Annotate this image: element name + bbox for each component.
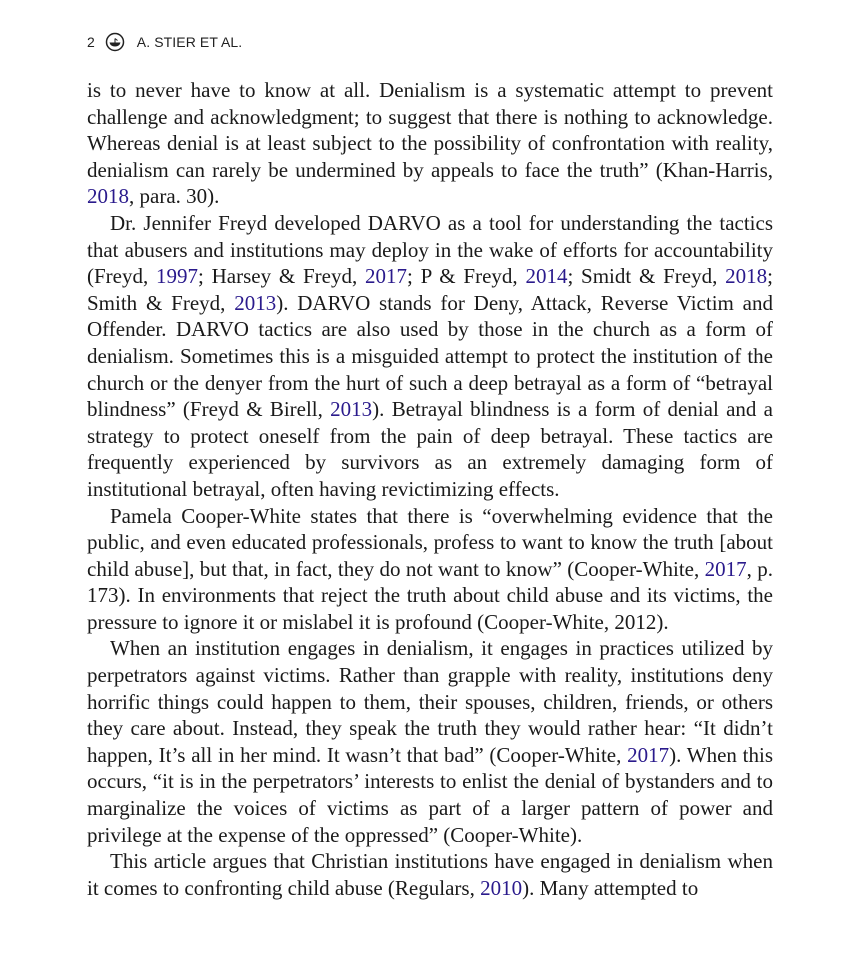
paragraph-text: When an institution engages in denialism, it engages in practices utilized by perpetrators against victims. Rather than grapple with reality, institutions deny horrific things could happen to them, their spouses, children, friends, or others they care about. Instead, they speak the truth they would rather hear: “It didn’t happen, It’s all in her mind. It wasn’t that bad” (Cooper-White, bbox=[87, 636, 773, 767]
paragraph-text: ). Many attempted to bbox=[522, 875, 699, 900]
running-head-authors: A. STIER ET AL. bbox=[136, 34, 243, 50]
paragraph-denialism-quote bbox=[87, 77, 773, 210]
paragraph-text: ). DARVO stands for Deny, Attack, Reverse Victim and Offender. DARVO tactics are also used by those in the church as a form of denialism. Sometimes this is a misguided attempt to protect the institution of the church or the denyer from the hurt of such a deep betrayal as a form of “betrayal blindness” (Freyd & Birell, bbox=[87, 290, 773, 422]
citation-year-link[interactable]: 1997 bbox=[156, 264, 199, 289]
citation-year-link[interactable]: 2017 bbox=[365, 264, 408, 289]
paragraph-text: Pamela Cooper-White states that there is “overwhelming evidence that the public, and even educated professionals, profess to want to know the truth [about child abuse], but that, in fact, they do not want to know” (Cooper-White, bbox=[87, 503, 773, 581]
paragraph-text: , para. 30). bbox=[129, 184, 220, 209]
citation-year-link[interactable]: 2010 bbox=[480, 875, 523, 900]
paragraph-text: is to never have to know at all. Denialism is a systematic attempt to prevent challenge and acknowledgment; to suggest that there is nothing to acknowledge. Whereas denial is at least subject to the possibility of confrontation with reality, denialism can rarely be undermined by appeals to face the truth” (Khan-Harris, bbox=[87, 78, 773, 182]
paragraph-text: ). When this occurs, “it is in the perpetrators’ interests to enlist the denial of bystanders and to marginalize the voices of victims as part of a larger pattern of power and privilege at the expense of the oppressed” (Cooper-White). bbox=[87, 742, 774, 847]
citation-year-link[interactable]: 2013 bbox=[234, 290, 277, 315]
paragraph-text: ; P & Freyd, bbox=[407, 264, 526, 289]
citation-year-link[interactable]: 2017 bbox=[704, 556, 747, 581]
paragraph-text: This article argues that Christian institutions have engaged in denialism when it comes to confronting child abuse (Regulars, bbox=[87, 849, 773, 900]
page-number: 2 bbox=[87, 34, 95, 50]
citation-year-link[interactable]: 2018 bbox=[725, 264, 768, 289]
journal-publisher-logo-icon bbox=[105, 32, 125, 52]
paragraph-cooper-white bbox=[87, 503, 773, 636]
citation-year-link[interactable]: 2018 bbox=[87, 184, 129, 209]
paragraph-text: ). Betrayal blindness is a form of denial and a strategy to protect oneself from the pain of deep betrayal. These tactics are frequently experienced by survivors as an extremely damaging form of institutional betrayal, often having revictimizing effects. bbox=[87, 397, 773, 501]
paragraph-thesis bbox=[87, 848, 773, 901]
paragraph-text: , p. 173). In environments that reject the truth about child abuse and its victims, the pressure to ignore it or mislabel it is profound (Cooper-White, 2012). bbox=[87, 556, 773, 634]
citation-year-link[interactable]: 2013 bbox=[330, 397, 373, 422]
paragraph-institutional-denialism bbox=[87, 635, 773, 848]
citation-year-link[interactable]: 2014 bbox=[525, 264, 568, 289]
article-body bbox=[87, 77, 773, 901]
citation-year-link[interactable]: 2017 bbox=[627, 742, 670, 767]
paragraph-text: Dr. Jennifer Freyd developed DARVO as a tool for understanding the tactics that abusers and institutions may deploy in the wake of efforts for accountability (Freyd, bbox=[87, 210, 773, 289]
paragraph-darvo bbox=[87, 210, 773, 503]
paragraph-text: ; Harsey & Freyd, bbox=[198, 264, 366, 289]
paragraph-text: ; Smidt & Freyd, bbox=[567, 264, 726, 289]
running-header bbox=[87, 31, 242, 53]
paragraph-text: ; Smith & Freyd, bbox=[87, 264, 773, 315]
